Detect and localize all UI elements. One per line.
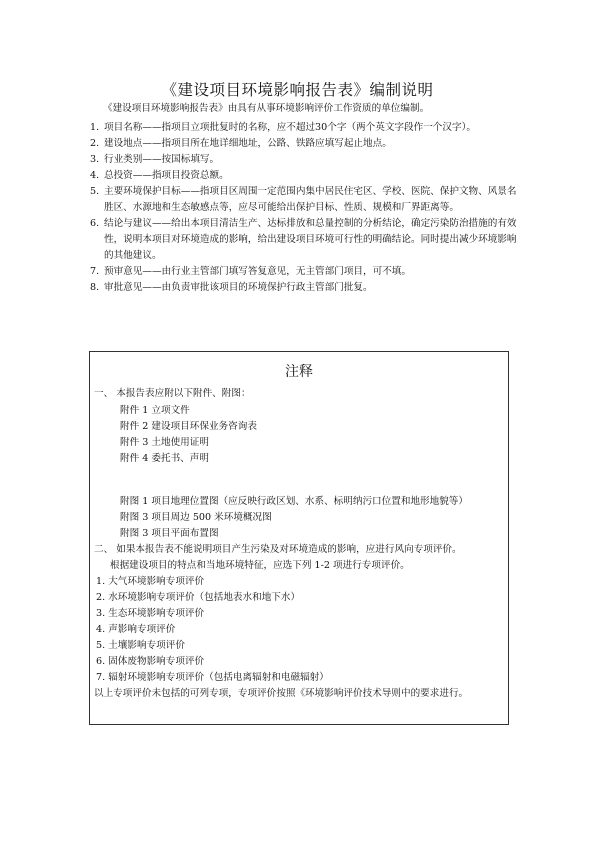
list-item <box>90 184 520 216</box>
list-item <box>90 120 520 136</box>
item-text: 行业类别——按国标填写。 <box>104 154 220 165</box>
item-text: 结论与建议——给出本项目清洁生产、达标排放和总量控制的分析结论，确定污染防治措施的有效性，说明本项目对环境造成的影响，给出建设项目环境可行性的明确结论。同时提出减少环境影响的其他建议。 <box>104 218 517 261</box>
item-text: 审批意见——由负责审批该项目的环境保护行政主管部门批复。 <box>104 282 373 293</box>
list-item <box>90 264 520 280</box>
item-text: 建设地点——指项目所在地详细地址，公路、铁路应填写起止地点。 <box>104 138 392 149</box>
list-item <box>90 216 520 264</box>
list-item <box>90 280 520 296</box>
instructions-list <box>90 120 520 296</box>
attachment-item: 附件 2 建设项目环保业务咨询表 <box>120 421 257 432</box>
notes-box <box>89 351 509 725</box>
item-text: 预审意见——由行业主管部门填写答复意见，无主管部门项目，可不填。 <box>104 266 411 277</box>
attachment-item: 附件 3 土地使用证明 <box>120 437 209 448</box>
item-number: 1. <box>90 122 100 133</box>
special-item: 5. 土壤影响专项评价 <box>96 640 185 651</box>
notes-section-1: 一、 本报告表应附以下附件、附图： <box>94 388 251 399</box>
item-number: 8. <box>90 282 100 293</box>
special-item: 4. 声影响专项评价 <box>96 624 176 635</box>
special-item: 2. 水环境影响专项评价（包括地表水和地下水） <box>96 592 301 603</box>
special-item: 7. 辐射环境影响专项评价（包括电离辐射和电磁辐射） <box>96 672 329 683</box>
item-number: 4. <box>90 170 100 181</box>
page-title: 《建设项目环境影响报告表》编制说明 <box>161 81 434 99</box>
intro-text: 《建设项目环境影响报告表》由具有从事环境影响评价工作资质的单位编制。 <box>103 103 430 114</box>
attachment-item: 附件 1 立项文件 <box>120 405 190 416</box>
list-item <box>90 168 520 184</box>
special-item: 6. 固体废物影响专项评价 <box>96 656 205 667</box>
item-number: 2. <box>90 138 100 149</box>
list-item <box>90 152 520 168</box>
item-number: 7. <box>90 266 100 277</box>
item-number: 6. <box>90 218 100 229</box>
notes-section-2: 二、 如果本报告表不能说明项目产生污染及对环境造成的影响，应进行风向专项评价。 <box>94 544 462 555</box>
item-number: 5. <box>90 186 100 197</box>
item-text: 主要环境保护目标——指项目区周围一定范围内集中居民住宅区、学校、医院、保护文物、风景名胜区、水源地和生态敏感点等，应尽可能给出保护目标、性质、规模和厂界距离等。 <box>104 186 517 213</box>
notes-section-2-sub: 根据建设项目的特点和当地环境特征，应选下列 1-2 项进行专项评价。 <box>110 560 410 571</box>
notes-title: 注释 <box>285 364 313 380</box>
figure-item: 附图 3 项目平面布置图 <box>120 528 219 539</box>
figure-item: 附图 3 项目周边 500 米环境概况图 <box>120 512 272 523</box>
figure-item: 附图 1 项目地理位置图（应反映行政区划、水系、标明纳污口位置和地形地貌等） <box>120 496 468 507</box>
item-text: 总投资——指项目投资总额。 <box>104 170 229 181</box>
list-item <box>90 136 520 152</box>
notes-footer: 以上专项评价未包括的可列专项，专项评价按照《环境影响评价技术导则中的要求进行。 <box>94 688 469 699</box>
special-item: 1. 大气环境影响专项评价 <box>96 576 205 587</box>
attachment-item: 附件 4 委托书、声明 <box>120 453 209 464</box>
special-item: 3. 生态环境影响专项评价 <box>96 608 205 619</box>
item-number: 3. <box>90 154 100 165</box>
item-text: 项目名称——指项目立项批复时的名称，应不超过30个字（两个英文字段作一个汉字）。 <box>104 122 476 133</box>
